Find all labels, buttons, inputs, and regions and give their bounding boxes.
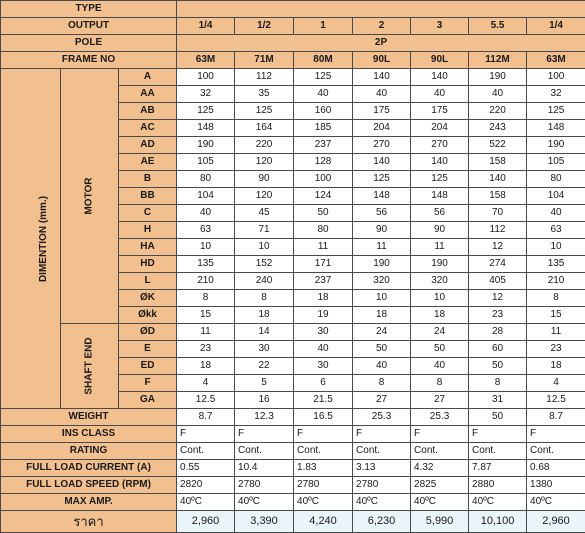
dimension-value: 105 <box>527 154 585 171</box>
dimension-name: GA <box>119 392 177 409</box>
spec-label: FULL LOAD SPEED (RPM) <box>1 477 177 494</box>
dimension-name: F <box>119 375 177 392</box>
pole-label: POLE <box>1 35 177 52</box>
dimension-value: 71 <box>235 222 294 239</box>
dimension-value: 45 <box>235 205 294 222</box>
spec-label: WEIGHT <box>1 409 177 426</box>
dimension-value: 158 <box>469 188 527 205</box>
dimension-label <box>1 69 61 409</box>
dimension-value: 30 <box>235 341 294 358</box>
dimension-value: 30 <box>294 358 353 375</box>
dimension-value: 8 <box>177 290 235 307</box>
dimension-value: 11 <box>411 239 469 256</box>
dimension-value: 240 <box>235 273 294 290</box>
spec-label: RATING <box>1 443 177 460</box>
dimension-value: 270 <box>411 137 469 154</box>
spec-value: 2880 <box>469 477 527 494</box>
dimension-value: 23 <box>527 341 585 358</box>
dimension-value: 40 <box>353 86 411 103</box>
dimension-value: 11 <box>177 324 235 341</box>
spec-row-max-amp <box>1 494 585 511</box>
dimension-value: 140 <box>411 69 469 86</box>
spec-value: 40ºC <box>469 494 527 511</box>
dimension-value: 50 <box>469 358 527 375</box>
pole-row <box>1 35 585 52</box>
dimension-value: 10 <box>177 239 235 256</box>
price-value: 10,100 <box>469 511 527 533</box>
dimension-row <box>1 324 585 341</box>
spec-value: 1380 <box>527 477 585 494</box>
dimension-value: 80 <box>294 222 353 239</box>
dimension-value: 35 <box>235 86 294 103</box>
dimension-value: 15 <box>527 307 585 324</box>
output-value: 1/4 <box>527 18 585 35</box>
dimension-value: 50 <box>353 341 411 358</box>
price-value: 4,240 <box>294 511 353 533</box>
output-value: 5.5 <box>469 18 527 35</box>
spec-value: Cont. <box>527 443 585 460</box>
spec-value: 2780 <box>235 477 294 494</box>
dimension-value: 148 <box>353 188 411 205</box>
dimension-value: 50 <box>411 341 469 358</box>
dimension-value: 320 <box>353 273 411 290</box>
dimension-value: 190 <box>411 256 469 273</box>
dimension-value: 12 <box>469 239 527 256</box>
dimension-value: 185 <box>294 120 353 137</box>
dimension-value: 4 <box>177 375 235 392</box>
dimension-value: 50 <box>294 205 353 222</box>
dimension-value: 12 <box>469 290 527 307</box>
dimension-value: 8 <box>235 290 294 307</box>
spec-value: 40ºC <box>235 494 294 511</box>
dimension-value: 18 <box>235 307 294 324</box>
frame-value: 80M <box>294 52 353 69</box>
spec-value: F <box>527 426 585 443</box>
spec-value: 0.55 <box>177 460 235 477</box>
dimension-value: 140 <box>469 171 527 188</box>
spec-value: Cont. <box>294 443 353 460</box>
dimension-value: 40 <box>411 86 469 103</box>
dimension-value: 18 <box>294 290 353 307</box>
dimension-value: 8 <box>353 375 411 392</box>
dimension-value: 125 <box>177 103 235 120</box>
dimension-name: H <box>119 222 177 239</box>
dimension-value: 8 <box>527 290 585 307</box>
spec-value: F <box>294 426 353 443</box>
frame-value: 63M <box>177 52 235 69</box>
dimension-value: 124 <box>294 188 353 205</box>
dimension-value: 56 <box>411 205 469 222</box>
dimension-value: 171 <box>294 256 353 273</box>
spec-value: Cont. <box>411 443 469 460</box>
dimension-name: AD <box>119 137 177 154</box>
spec-value: F <box>411 426 469 443</box>
frame-value: 71M <box>235 52 294 69</box>
dimension-value: 128 <box>294 154 353 171</box>
dimension-value: 4 <box>527 375 585 392</box>
spec-value: F <box>353 426 411 443</box>
spec-value: 2820 <box>177 477 235 494</box>
frame-value: 112M <box>469 52 527 69</box>
dimension-value: 28 <box>469 324 527 341</box>
dimension-value: 18 <box>177 358 235 375</box>
dimension-value: 135 <box>177 256 235 273</box>
dimension-value: 220 <box>235 137 294 154</box>
dimension-value: 31 <box>469 392 527 409</box>
spec-value: 0.68 <box>527 460 585 477</box>
dimension-value: 210 <box>527 273 585 290</box>
price-value: 2,960 <box>177 511 235 533</box>
dimension-name: ØD <box>119 324 177 341</box>
spec-value: 8.7 <box>527 409 585 426</box>
dimension-name: A <box>119 69 177 86</box>
dimension-value: 40 <box>294 341 353 358</box>
dimension-value: 152 <box>235 256 294 273</box>
dimension-value: 16 <box>235 392 294 409</box>
dimension-value: 18 <box>353 307 411 324</box>
spec-value: Cont. <box>177 443 235 460</box>
output-row <box>1 18 585 35</box>
dimension-value: 40 <box>469 86 527 103</box>
dimension-value: 522 <box>469 137 527 154</box>
spec-value: 12.3 <box>235 409 294 426</box>
price-row <box>1 511 585 533</box>
frame-row <box>1 52 585 69</box>
pole-value: 2P <box>177 35 585 52</box>
dimension-value: 30 <box>294 324 353 341</box>
dimension-value: 5 <box>235 375 294 392</box>
spec-value: 40ºC <box>411 494 469 511</box>
dimension-value: 27 <box>411 392 469 409</box>
dimension-value: 32 <box>177 86 235 103</box>
dimension-value: 204 <box>353 120 411 137</box>
spec-row-speed <box>1 477 585 494</box>
dimension-value: 90 <box>411 222 469 239</box>
spec-row-ins-class <box>1 426 585 443</box>
spec-value: F <box>177 426 235 443</box>
dimension-value: 56 <box>353 205 411 222</box>
dimension-label-text: DIMENTION (mm.) <box>36 195 52 281</box>
dimension-row <box>1 69 585 86</box>
dimension-value: 148 <box>411 188 469 205</box>
dimension-value: 237 <box>294 273 353 290</box>
output-value: 1 <box>294 18 353 35</box>
output-value: 3 <box>411 18 469 35</box>
dimension-value: 125 <box>353 171 411 188</box>
spec-value: 50 <box>469 409 527 426</box>
dimension-value: 12.5 <box>177 392 235 409</box>
dimension-value: 112 <box>469 222 527 239</box>
spec-label: MAX AMP. <box>1 494 177 511</box>
price-value: 6,230 <box>353 511 411 533</box>
spec-value: 10.4 <box>235 460 294 477</box>
spec-value: 8.7 <box>177 409 235 426</box>
dimension-name: AB <box>119 103 177 120</box>
dimension-name: ØK <box>119 290 177 307</box>
dimension-value: 12.5 <box>527 392 585 409</box>
dimension-value: 80 <box>177 171 235 188</box>
output-value: 1/4 <box>177 18 235 35</box>
type-row <box>1 1 585 18</box>
spec-value: 2825 <box>411 477 469 494</box>
dimension-value: 190 <box>469 69 527 86</box>
dimension-name: B <box>119 171 177 188</box>
dimension-value: 63 <box>527 222 585 239</box>
group-label-text: MOTOR <box>81 177 97 214</box>
spec-value: 16.5 <box>294 409 353 426</box>
dimension-value: 24 <box>411 324 469 341</box>
dimension-value: 40 <box>527 205 585 222</box>
dimension-name: C <box>119 205 177 222</box>
output-value: 2 <box>353 18 411 35</box>
spec-value: Cont. <box>469 443 527 460</box>
dimension-value: 274 <box>469 256 527 273</box>
price-value: 3,390 <box>235 511 294 533</box>
dimension-value: 18 <box>411 307 469 324</box>
dimension-value: 40 <box>353 358 411 375</box>
dimension-value: 15 <box>177 307 235 324</box>
dimension-value: 63 <box>177 222 235 239</box>
dimension-name: AE <box>119 154 177 171</box>
dimension-value: 10 <box>411 290 469 307</box>
dimension-value: 40 <box>294 86 353 103</box>
dimension-value: 125 <box>527 103 585 120</box>
dimension-value: 70 <box>469 205 527 222</box>
spec-value: 3.13 <box>353 460 411 477</box>
dimension-value: 18 <box>527 358 585 375</box>
dimension-value: 135 <box>527 256 585 273</box>
dimension-name: HA <box>119 239 177 256</box>
dimension-value: 40 <box>177 205 235 222</box>
dimension-value: 40 <box>411 358 469 375</box>
dimension-value: 148 <box>177 120 235 137</box>
frame-value: 90L <box>411 52 469 69</box>
dimension-value: 11 <box>527 324 585 341</box>
dimension-name: ED <box>119 358 177 375</box>
dimension-value: 100 <box>527 69 585 86</box>
dimension-value: 11 <box>294 239 353 256</box>
price-value: 5,990 <box>411 511 469 533</box>
dimension-value: 10 <box>353 290 411 307</box>
dimension-value: 320 <box>411 273 469 290</box>
spec-value: 25.3 <box>411 409 469 426</box>
dimension-value: 19 <box>294 307 353 324</box>
dimension-value: 60 <box>469 341 527 358</box>
frame-value: 90L <box>353 52 411 69</box>
dimension-value: 175 <box>411 103 469 120</box>
spec-value: 7.87 <box>469 460 527 477</box>
dimension-value: 190 <box>353 256 411 273</box>
spec-row-current <box>1 460 585 477</box>
dimension-value: 405 <box>469 273 527 290</box>
spec-row-weight <box>1 409 585 426</box>
dimension-name: BB <box>119 188 177 205</box>
dimension-value: 24 <box>353 324 411 341</box>
dimension-value: 125 <box>294 69 353 86</box>
dimension-value: 190 <box>177 137 235 154</box>
dimension-value: 23 <box>177 341 235 358</box>
dimension-value: 100 <box>177 69 235 86</box>
dimension-value: 100 <box>294 171 353 188</box>
dimension-value: 160 <box>294 103 353 120</box>
dimension-value: 10 <box>235 239 294 256</box>
dimension-value: 80 <box>527 171 585 188</box>
spec-value: F <box>235 426 294 443</box>
dimension-value: 158 <box>469 154 527 171</box>
dimension-name: Økk <box>119 307 177 324</box>
dimension-name: HD <box>119 256 177 273</box>
output-value: 1/2 <box>235 18 294 35</box>
spec-value: 25.3 <box>353 409 411 426</box>
dimension-value: 204 <box>411 120 469 137</box>
dimension-value: 8 <box>411 375 469 392</box>
dimension-value: 21.5 <box>294 392 353 409</box>
dimension-value: 210 <box>177 273 235 290</box>
spec-value: 40ºC <box>527 494 585 511</box>
frame-value: 63M <box>527 52 585 69</box>
dimension-value: 270 <box>353 137 411 154</box>
dimension-value: 11 <box>353 239 411 256</box>
spec-value: 40ºC <box>177 494 235 511</box>
dimension-value: 125 <box>411 171 469 188</box>
dimension-value: 140 <box>411 154 469 171</box>
dimension-value: 148 <box>527 120 585 137</box>
dimension-value: 6 <box>294 375 353 392</box>
dimension-value: 105 <box>177 154 235 171</box>
type-value-cell <box>177 1 585 18</box>
dimension-value: 104 <box>177 188 235 205</box>
dimension-value: 190 <box>527 137 585 154</box>
dimension-value: 125 <box>235 103 294 120</box>
group-label-text: SHAFT END <box>82 337 98 394</box>
spec-value: Cont. <box>235 443 294 460</box>
dimension-value: 243 <box>469 120 527 137</box>
dimension-value: 90 <box>353 222 411 239</box>
dimension-value: 164 <box>235 120 294 137</box>
dimension-value: 220 <box>469 103 527 120</box>
frame-label: FRAME NO <box>1 52 177 69</box>
group-label-motor <box>61 69 119 324</box>
dimension-value: 27 <box>353 392 411 409</box>
dimension-value: 120 <box>235 154 294 171</box>
spec-value: 2780 <box>353 477 411 494</box>
dimension-value: 23 <box>469 307 527 324</box>
spec-value: 4.32 <box>411 460 469 477</box>
output-label: OUTPUT <box>1 18 177 35</box>
spec-value: F <box>469 426 527 443</box>
dimension-value: 175 <box>353 103 411 120</box>
spec-value: 1.83 <box>294 460 353 477</box>
spec-label: FULL LOAD CURRENT (A) <box>1 460 177 477</box>
dimension-value: 32 <box>527 86 585 103</box>
dimension-value: 10 <box>527 239 585 256</box>
dimension-value: 237 <box>294 137 353 154</box>
dimension-name: E <box>119 341 177 358</box>
spec-value: 2780 <box>294 477 353 494</box>
dimension-name: AA <box>119 86 177 103</box>
price-label: ราคา <box>1 511 177 533</box>
dimension-value: 120 <box>235 188 294 205</box>
dimension-name: AC <box>119 120 177 137</box>
dimension-value: 104 <box>527 188 585 205</box>
dimension-name: L <box>119 273 177 290</box>
dimension-value: 14 <box>235 324 294 341</box>
dimension-value: 140 <box>353 69 411 86</box>
spec-row-rating <box>1 443 585 460</box>
price-value: 2,960 <box>527 511 585 533</box>
type-label: TYPE <box>1 1 177 18</box>
dimension-value: 90 <box>235 171 294 188</box>
spec-value: 40ºC <box>294 494 353 511</box>
dimension-value: 112 <box>235 69 294 86</box>
dimension-value: 140 <box>353 154 411 171</box>
spec-value: Cont. <box>353 443 411 460</box>
spec-value: 40ºC <box>353 494 411 511</box>
dimension-value: 8 <box>469 375 527 392</box>
dimension-value: 22 <box>235 358 294 375</box>
spec-label: INS CLASS <box>1 426 177 443</box>
group-label-shaft-end <box>61 324 119 409</box>
